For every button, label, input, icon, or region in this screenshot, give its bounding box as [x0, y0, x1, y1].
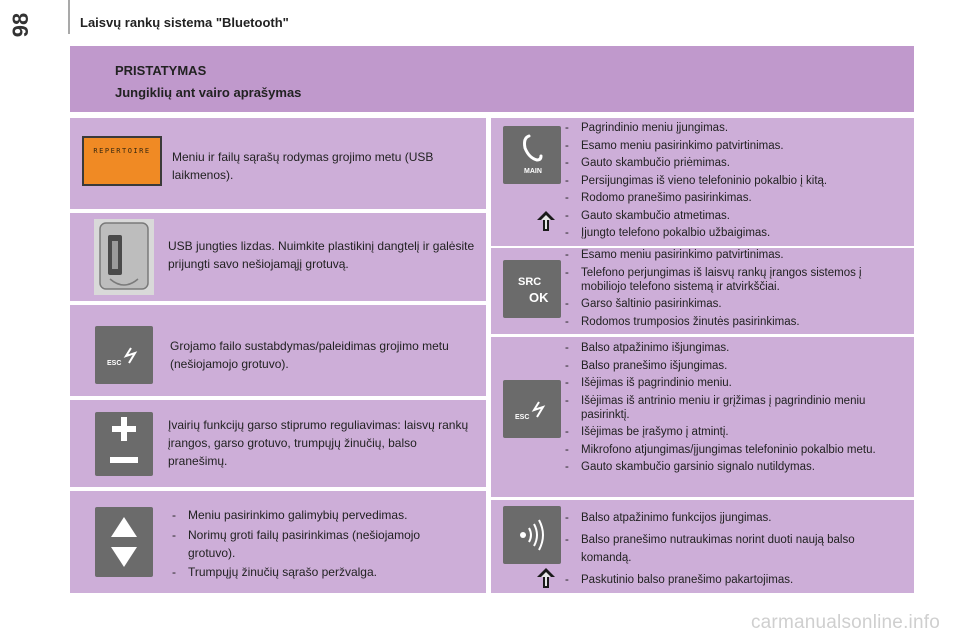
repertoire-description: Meniu ir failų sąrašų rodymas grojimo metu (USB laikmenos).	[172, 150, 434, 182]
src-button-list	[563, 248, 903, 332]
right-panel-main	[491, 118, 914, 246]
left-panel-repertoire	[70, 118, 486, 209]
section-title: PRISTATYMAS	[115, 63, 207, 78]
list-item: - Balso pranešimo nutraukimas norint duoti naują balso komandą.	[563, 531, 903, 567]
left-panel-esc	[70, 305, 486, 396]
left-panel-volume	[70, 400, 486, 487]
list-item: - Esamo meniu pasirinkimo patvirtinimas.	[563, 139, 903, 153]
list-item: - Rodomos trumposios žinutės pasirinkimas.	[563, 315, 903, 329]
list-item: - Gauto skambučio atmetimas.	[563, 209, 903, 223]
list-item: - Rodomo pranešimo pasirinkimas.	[563, 191, 903, 205]
up-down-arrows-icon	[95, 507, 153, 577]
list-item: - Trumpųjų žinučių sąrašo peržvalga.	[170, 565, 470, 579]
esc-button-list	[563, 341, 903, 478]
list-item: - Išėjimas iš pagrindinio meniu.	[563, 376, 903, 390]
list-item: - Esamo meniu pasirinkimo patvirtinimas.	[563, 248, 903, 262]
voice-command-icon	[503, 506, 561, 564]
list-item: - Įjungto telefono pokalbio užbaigimas.	[563, 226, 903, 240]
list-item: - Balso atpažinimo funkcijos įjungimas.	[563, 511, 903, 525]
phone-main-icon: MAIN	[503, 126, 561, 184]
list-item: - Meniu pasirinkimo galimybių pervedimas.	[170, 508, 470, 522]
watermark: carmanualsonline.info	[750, 612, 940, 633]
down-arrow-icon	[111, 547, 137, 567]
page-number: 98	[8, 12, 33, 38]
voice-button-list	[563, 511, 903, 591]
list-item: - Gauto skambučio garsinio signalo nutildymas.	[563, 460, 903, 474]
left-panel-arrows	[70, 491, 486, 593]
esc-button-icon: ESC	[95, 326, 153, 384]
right-panel-esc	[491, 337, 914, 497]
list-item: - Norimų groti failų pasirinkimas (nešiojamojo grotuvo).	[170, 526, 470, 562]
esc-button-icon: ESC	[503, 380, 561, 438]
left-panel-usb	[70, 213, 486, 301]
list-item: - Telefono perjungimas iš laisvų rankų įrangos sistemos į mobiliojo telefono sistemą ir atvirkščiai.	[563, 266, 903, 294]
list-item: - Pagrindinio meniu įjungimas.	[563, 121, 903, 135]
pointer-hand-icon	[536, 567, 556, 594]
list-item: - Išėjimas be įrašymo į atmintį.	[563, 425, 903, 439]
list-item: - Mikrofono atjungimas/įjungimas telefoninio pokalbio metu.	[563, 443, 903, 457]
list-item: - Paskutinio balso pranešimo pakartojimas.	[563, 573, 903, 587]
list-item: - Persijungimas iš vieno telefoninio pokalbio į kitą.	[563, 174, 903, 188]
arrows-list	[170, 508, 470, 583]
list-item: - Garso šaltinio pasirinkimas.	[563, 297, 903, 311]
volume-description: Įvairių funkcijų garso stiprumo reguliavimas: laisvų rankų įrangos, garso grotuvo, trumpųjų žinučių, balso pranešimų.	[168, 418, 469, 468]
main-button-list	[563, 121, 903, 244]
section-header	[70, 46, 914, 112]
right-panel-voice	[491, 500, 914, 593]
minus-icon	[110, 457, 138, 463]
usb-description: USB jungties lizdas. Nuimkite plastikinį dangtelį ir galėsite prijungti savo nešiojamąjį grotuvą.	[168, 239, 475, 271]
margin-bar	[68, 0, 70, 34]
usb-port-icon	[94, 219, 154, 295]
document-title: Laisvų rankų sistema "Bluetooth"	[80, 15, 289, 30]
up-arrow-icon	[111, 517, 137, 537]
list-item: - Išėjimas iš antrinio meniu ir grįžimas į pagrindinio meniu pasirinktį.	[563, 394, 903, 422]
pointer-hand-icon	[536, 210, 556, 237]
src-ok-icon: SRC OK	[503, 260, 561, 318]
right-panel-src	[491, 248, 914, 334]
repertoire-button-icon: REPERTOIRE	[82, 136, 162, 186]
section-subtitle: Jungiklių ant vairo aprašymas	[115, 85, 302, 100]
list-item: - Balso pranešimo išjungimas.	[563, 359, 903, 373]
list-item: - Gauto skambučio priėmimas.	[563, 156, 903, 170]
list-item: - Balso atpažinimo išjungimas.	[563, 341, 903, 355]
plus-minus-icon	[95, 412, 153, 476]
esc-description: Grojamo failo sustabdymas/paleidimas grojimo metu (nešiojamojo grotuvo).	[170, 339, 449, 371]
